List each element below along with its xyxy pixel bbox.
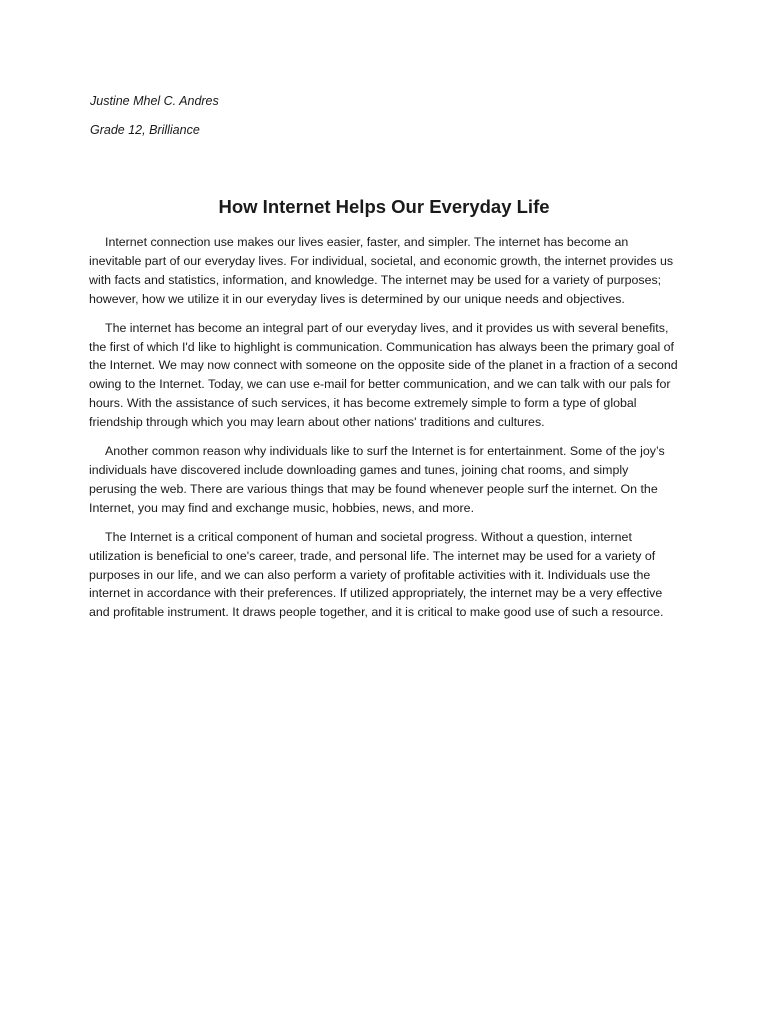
paragraph-3: Another common reason why individuals like to surf the Internet is for entertainment. Some of the joy’s individuals have discovered include downloading games and tunes, joining chat rooms, and simply perusing the web. There are various things that may be found whenever people surf the internet. On the Internet, you may find and exchange music, hobbies, news, and more. [89, 444, 665, 515]
document-title: How Internet Helps Our Everyday Life [218, 196, 550, 217]
author-block [90, 92, 219, 150]
paragraph-2: The internet has become an integral part of our everyday lives, and it provides us with several benefits, the first of which I'd like to highlight is communication. Communication has always been the primary goal of the Internet. We may now connect with someone on the opposite side of the planet in a fraction of a second owing to the Internet. Today, we can use e-mail for better communication, and we can talk with our pals for hours. With the assistance of such services, it has become extremely simple to form a type of global friendship through which you may learn about other nations' traditions and cultures. [89, 320, 678, 430]
paragraph-1: Internet connection use makes our lives easier, faster, and simpler. The internet has become an inevitable part of our everyday lives. For individual, societal, and economic growth, the internet provides us with facts and statistics, information, and knowledge. The internet may be used for a variety of purposes; however, how we utilize it in our everyday lives is determined by our unique needs and objectives. [89, 235, 674, 306]
essay-body [89, 233, 679, 632]
author-name: Justine Mhel C. Andres [90, 94, 219, 108]
grade-section: Grade 12, Brilliance [90, 123, 200, 137]
paragraph-4: The Internet is a critical component of human and societal progress. Without a question, internet utilization is beneficial to one's career, trade, and personal life. The internet may be used for a variety of purposes in our life, and we can also perform a variety of profitable activities with it. Individuals use the internet in accordance with their preferences. If utilized appropriately, the internet may be a very effective and profitable instrument. It draws people together, and it is critical to make good use of such a resource. [89, 529, 664, 620]
